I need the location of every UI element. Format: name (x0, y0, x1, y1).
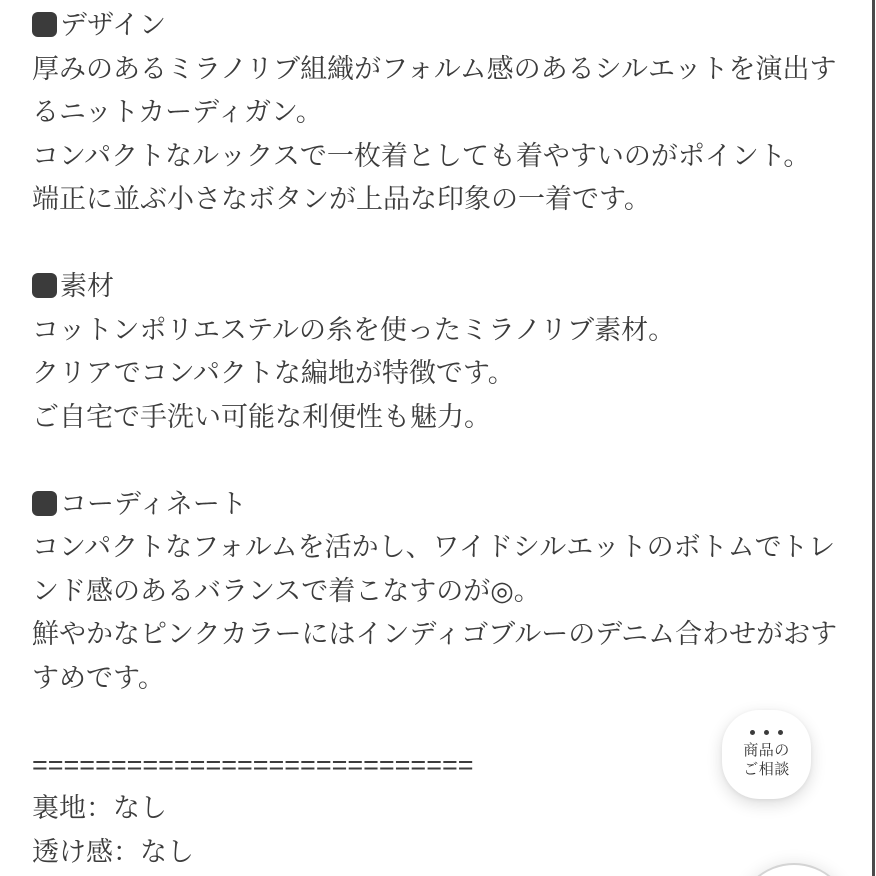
section-material (32, 265, 848, 439)
square-bullet-icon (32, 273, 57, 298)
divider-line: ============================ (32, 749, 474, 780)
ellipsis-icon (750, 730, 783, 735)
design-paragraph: 厚みのあるミラノリブ組織がフォルム感のあるシルエットを演出するニットカーディガン。 (32, 53, 837, 127)
screen-right-edge-line (872, 0, 875, 876)
section-heading-label: 素材 (60, 271, 114, 301)
square-bullet-icon (32, 12, 57, 37)
design-paragraph: コンパクトなルックスで一枚着としても着やすいのがポイント。 (32, 140, 811, 171)
consult-button-label-line1: 商品の (743, 742, 790, 759)
design-paragraph: 端正に並ぶ小さなボタンが上品な印象の一着です。 (32, 184, 651, 214)
section-coordinate (32, 483, 848, 701)
spec-line-lining: 裏地：なし (32, 793, 167, 823)
material-paragraph: コットンポリエステルの糸を使ったミラノリブ素材。 (32, 314, 676, 345)
coordinate-paragraph: コンパクトなフォルムを活かし、ワイドシルエットのボトムでトレンド感のあるバランスで着こなすのが◎。 (32, 532, 836, 606)
section-material-heading (32, 265, 848, 309)
section-heading-label: デザイン (60, 10, 167, 40)
consult-button-label-line2: ご相談 (743, 761, 790, 778)
section-design (32, 4, 848, 222)
section-design-heading (32, 4, 848, 48)
section-coordinate-heading (32, 483, 848, 527)
material-paragraph: クリアでコンパクトな編地が特徴です。 (32, 358, 515, 388)
coordinate-paragraph: 鮮やかなピンクカラーにはインディゴブルーのデニム合わせがおすすめです。 (32, 619, 838, 693)
product-consult-button[interactable] (722, 710, 811, 799)
material-paragraph: ご自宅で手洗い可能な利便性も魅力。 (32, 401, 491, 432)
spec-line-sheerness: 透け感：なし (32, 836, 194, 867)
section-heading-label: コーディネート (60, 488, 247, 519)
square-bullet-icon (32, 491, 57, 516)
